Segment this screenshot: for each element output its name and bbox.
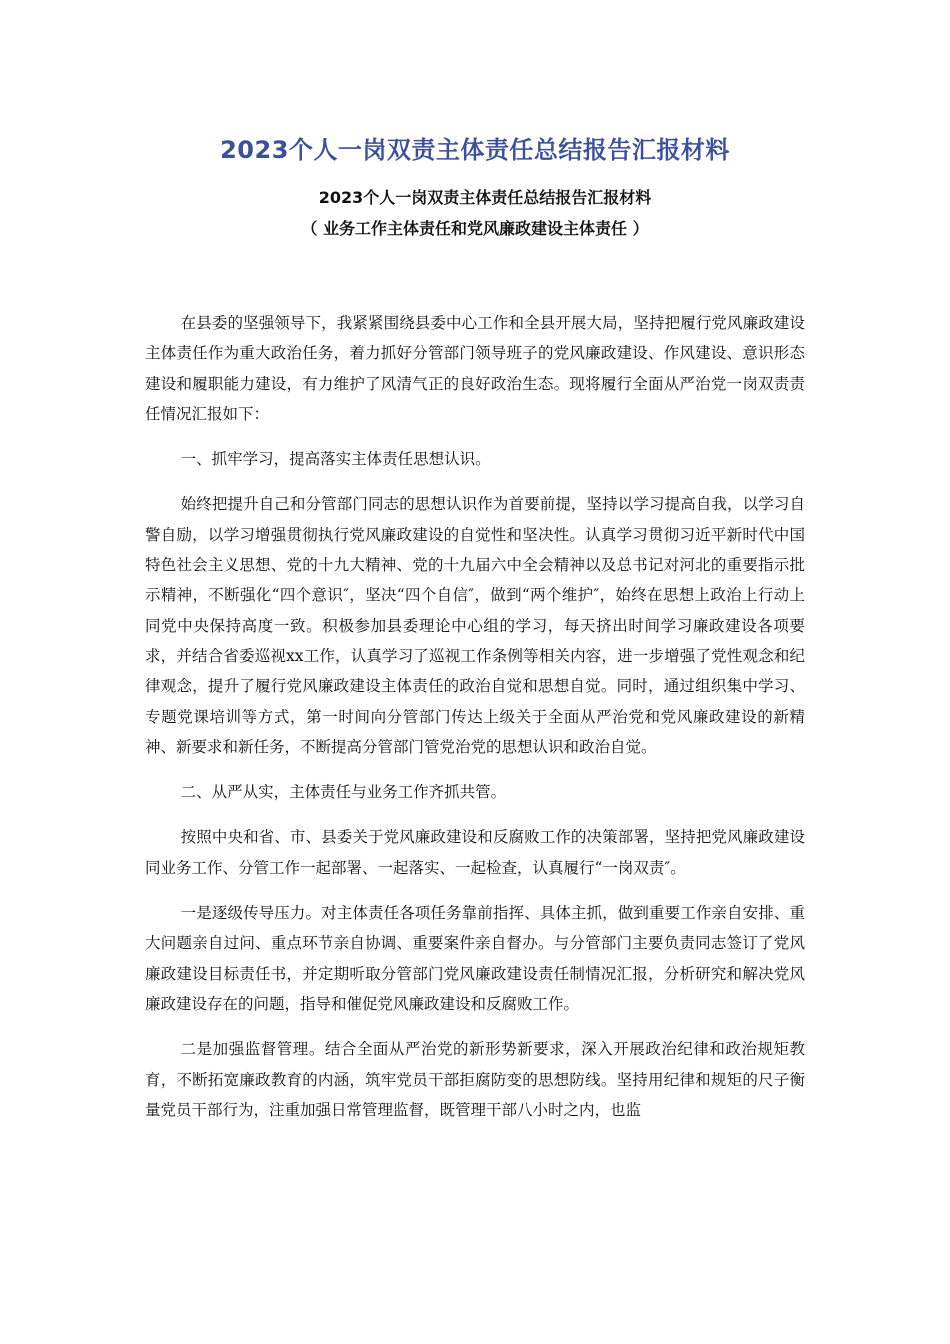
document-subtitle: 2023个人一岗双责主体责任总结报告汇报材料 <box>318 188 652 207</box>
section-heading-1: 一、抓牢学习，提高落实主体责任思想认识。 <box>180 450 491 469</box>
document-body <box>145 308 805 1140</box>
document-title: 2023个人一岗双责主体责任总结报告汇报材料 <box>220 136 730 164</box>
paragraph-supervision: 二是加强监督管理。结合全面从严治党的新形势新要求，深入开展政治纪律和政治规矩教育，不断拓宽廉政教育的内涵，筑牢党员干部拒腐防变的思想防线。坚持用纪律和规矩的尺子衡量党员干部行为，注重加强日常管理监督，既管理干部八小时之内，也监 <box>145 1040 805 1119</box>
document-subtitle-scope: （ 业务工作主体责任和党风廉政建设主体责任 ） <box>301 219 649 238</box>
paragraph-intro: 在县委的坚强领导下，我紧紧围绕县委中心工作和全县开展大局，坚持把履行党风廉政建设主体责任作为重大政治任务，着力抓好分管部门领导班子的党风廉政建设、作风建设、意识形态建设和履职能力建设，有力维护了风清气正的良好政治生态。现将履行全面从严治党一岗双责责任情况汇报如下： <box>145 314 805 423</box>
paragraph-pressure: 一是逐级传导压力。对主体责任各项任务靠前指挥、具体主抓，做到重要工作亲自安排、重大问题亲自过问、重点环节亲自协调、重要案件亲自督办。与分管部门主要负责同志签订了党风廉政建设目标责任书，并定期听取分管部门党风廉政建设责任制情况汇报，分析研究和解决党风廉政建设存在的问题，指导和催促党风廉政建设和反腐败工作。 <box>145 904 805 1013</box>
paragraph-study: 始终把提升自己和分管部门同志的思想认识作为首要前提，坚持以学习提高自我，以学习自警自励，以学习增强贯彻执行党风廉政建设的自觉性和坚决性。认真学习贯彻习近平新时代中国特色社会主义思想、党的十九大精神、党的十九届六中全会精神以及总书记对河北的重要指示批示精神，不断强化“四个意识″，坚决“四个自信″，做到“两个维护″，始终在思想上政治上行动上同党中央保持高度一致。积极参加县委理论中心组的学习，每天挤出时间学习廉政建设各项要求，并结合省委巡视xx工作，认真学习了巡视工作条例等相关内容，进一步增强了党性观念和纪律观念，提升了履行党风廉政建设主体责任的政治自觉和思想自觉。同时，通过组织集中学习、专题党课培训等方式，第一时间向分管部门传达上级关于全面从严治党和党风廉政建设的新精神、新要求和新任务，不断提高分管部门管党治党的思想认识和政治自觉。 <box>145 495 805 756</box>
paragraph-deployment: 按照中央和省、市、县委关于党风廉政建设和反腐败工作的决策部署，坚持把党风廉政建设同业务工作、分管工作一起部署、一起落实、一起检查，认真履行“一岗双责″。 <box>145 828 805 877</box>
section-heading-2: 二、从严从实，主体责任与业务工作齐抓共管。 <box>180 783 507 802</box>
